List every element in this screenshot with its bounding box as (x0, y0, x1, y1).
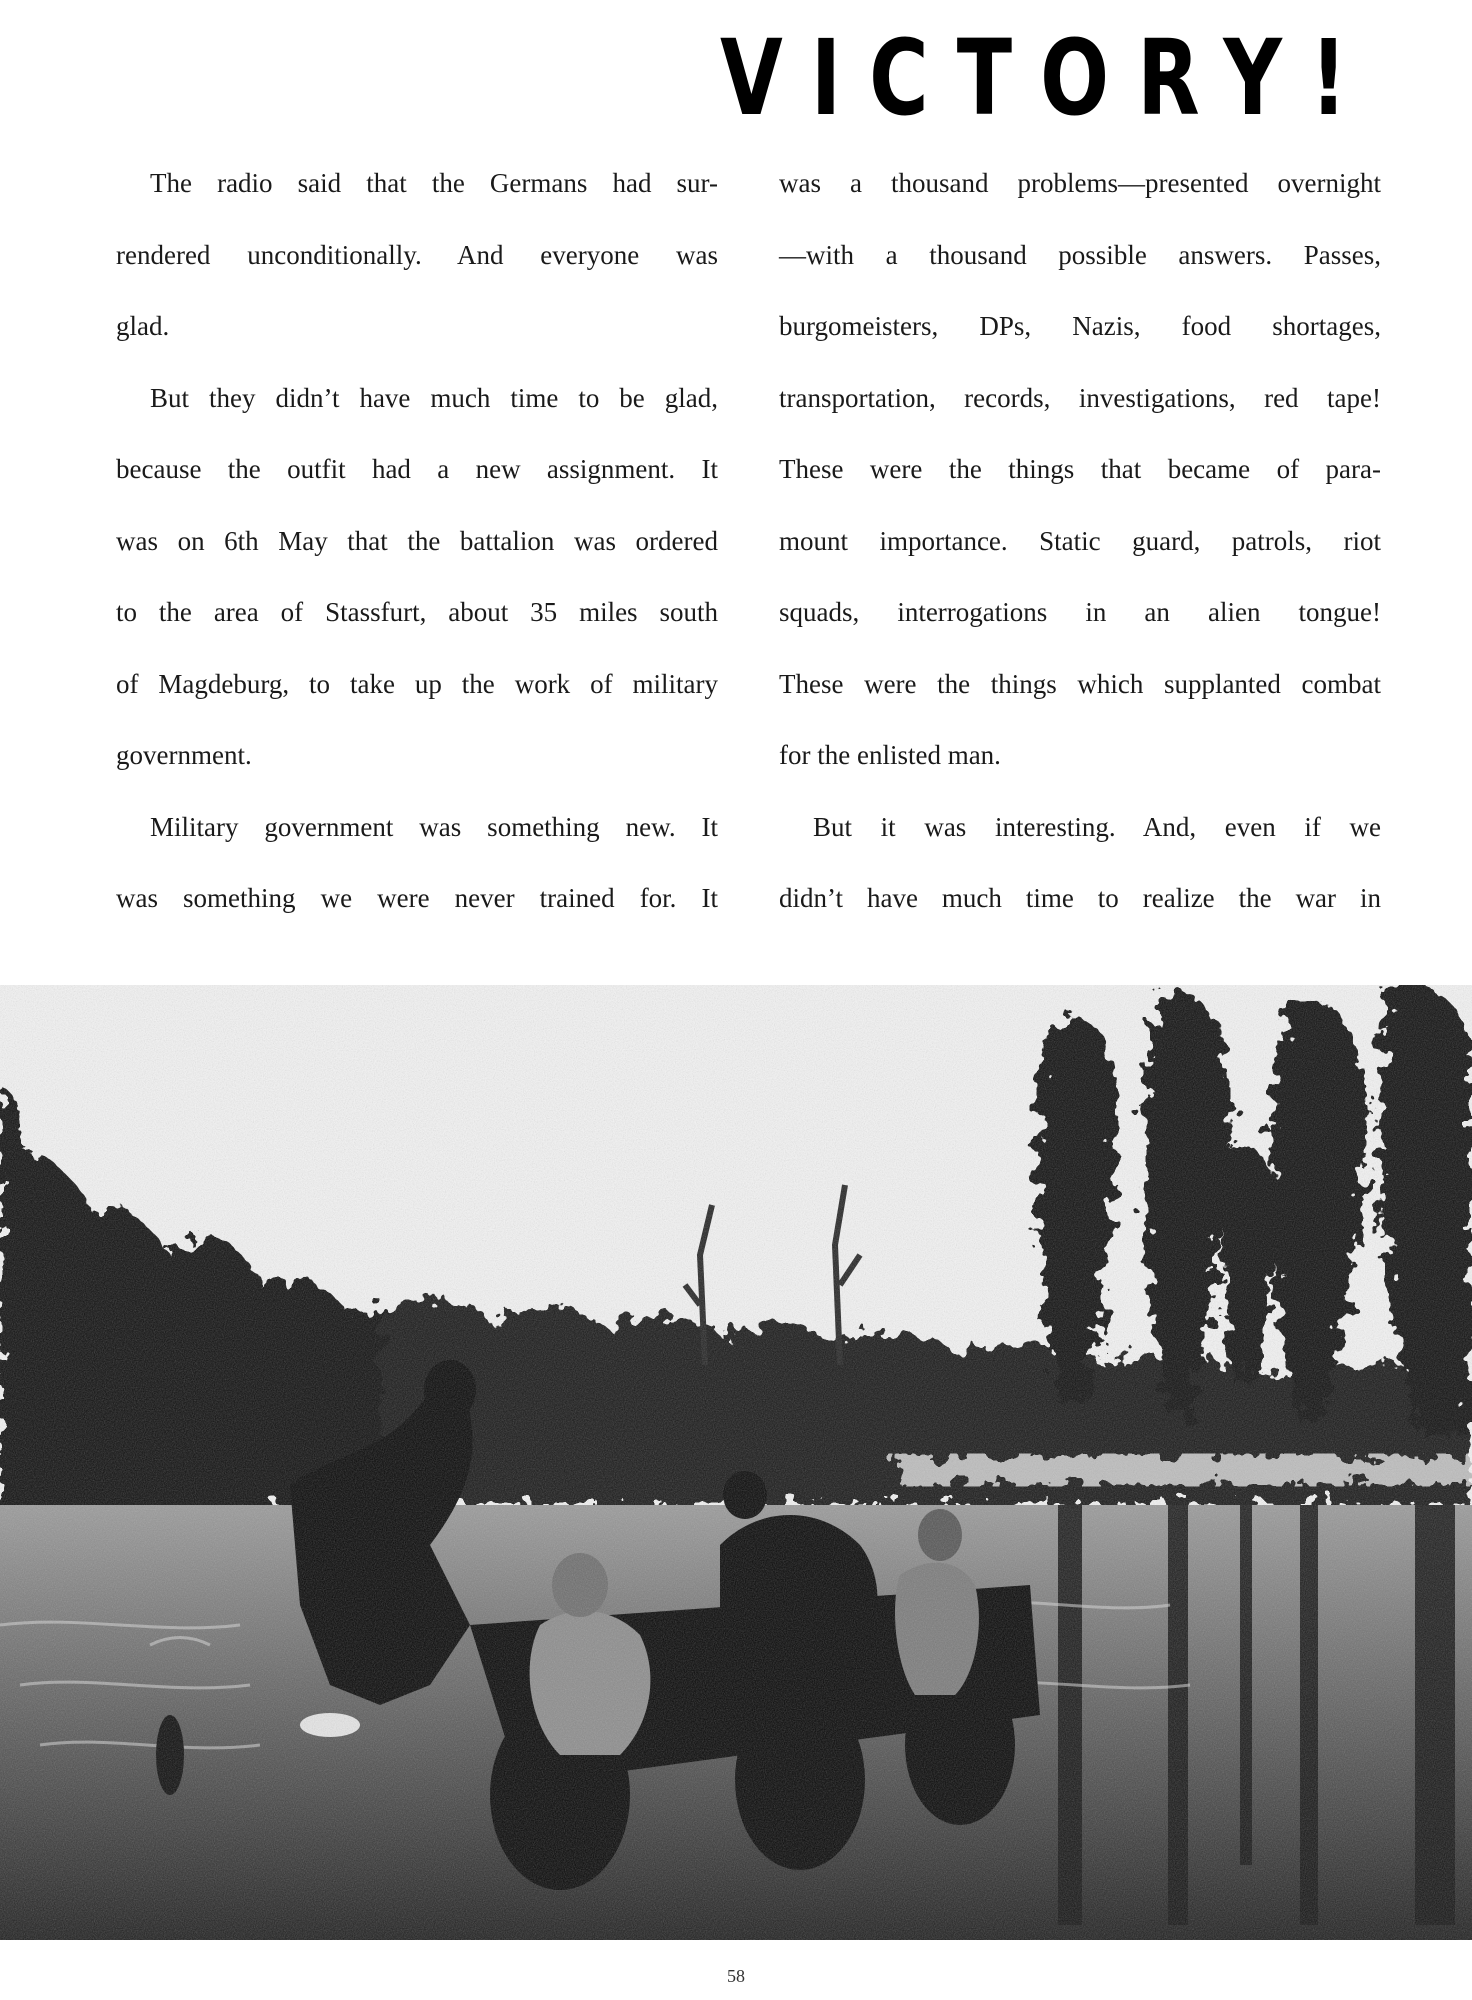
right-text-column (779, 148, 1381, 935)
text-line: was a thousand problems—presented overnight (779, 168, 1381, 198)
text-line: was on 6th May that the battalion was ordered (116, 525, 718, 556)
text-line: burgomeisters, DPs, Nazis, food shortages, (779, 311, 1381, 341)
text-line: These were the things that became of para- (779, 454, 1381, 484)
text-line: —with a thousand possible answers. Passes, (779, 239, 1381, 270)
text-line: Military government was something new. It (150, 811, 718, 842)
text-line: glad. (116, 311, 170, 341)
text-line: These were the things which supplanted combat (779, 668, 1381, 699)
text-line: was something we were never trained for. It (116, 883, 718, 913)
text-line: for the enlisted man. (779, 740, 1001, 770)
page-number: 58 (727, 1966, 745, 1986)
text-line: government. (116, 740, 252, 770)
left-text-column (116, 148, 718, 935)
text-line: because the outfit had a new assignment. It (116, 454, 718, 484)
text-line: of Magdeburg, to take up the work of military (116, 668, 718, 699)
text-line: didn’t have much time to realize the war in (779, 883, 1381, 913)
headline: VICTORY! (720, 17, 1376, 139)
text-line: transportation, records, investigations, red tape! (779, 382, 1381, 413)
text-line: to the area of Stassfurt, about 35 miles south (116, 597, 718, 627)
text-line: But it was interesting. And, even if we (813, 811, 1381, 842)
text-line: rendered unconditionally. And everyone was (116, 239, 718, 270)
text-line: squads, interrogations in an alien tongue! (779, 597, 1381, 627)
river-photo (0, 985, 1472, 1940)
text-line: But they didn’t have much time to be glad, (150, 382, 718, 413)
text-line: mount importance. Static guard, patrols, riot (779, 525, 1381, 556)
text-line: The radio said that the Germans had sur- (150, 168, 718, 198)
